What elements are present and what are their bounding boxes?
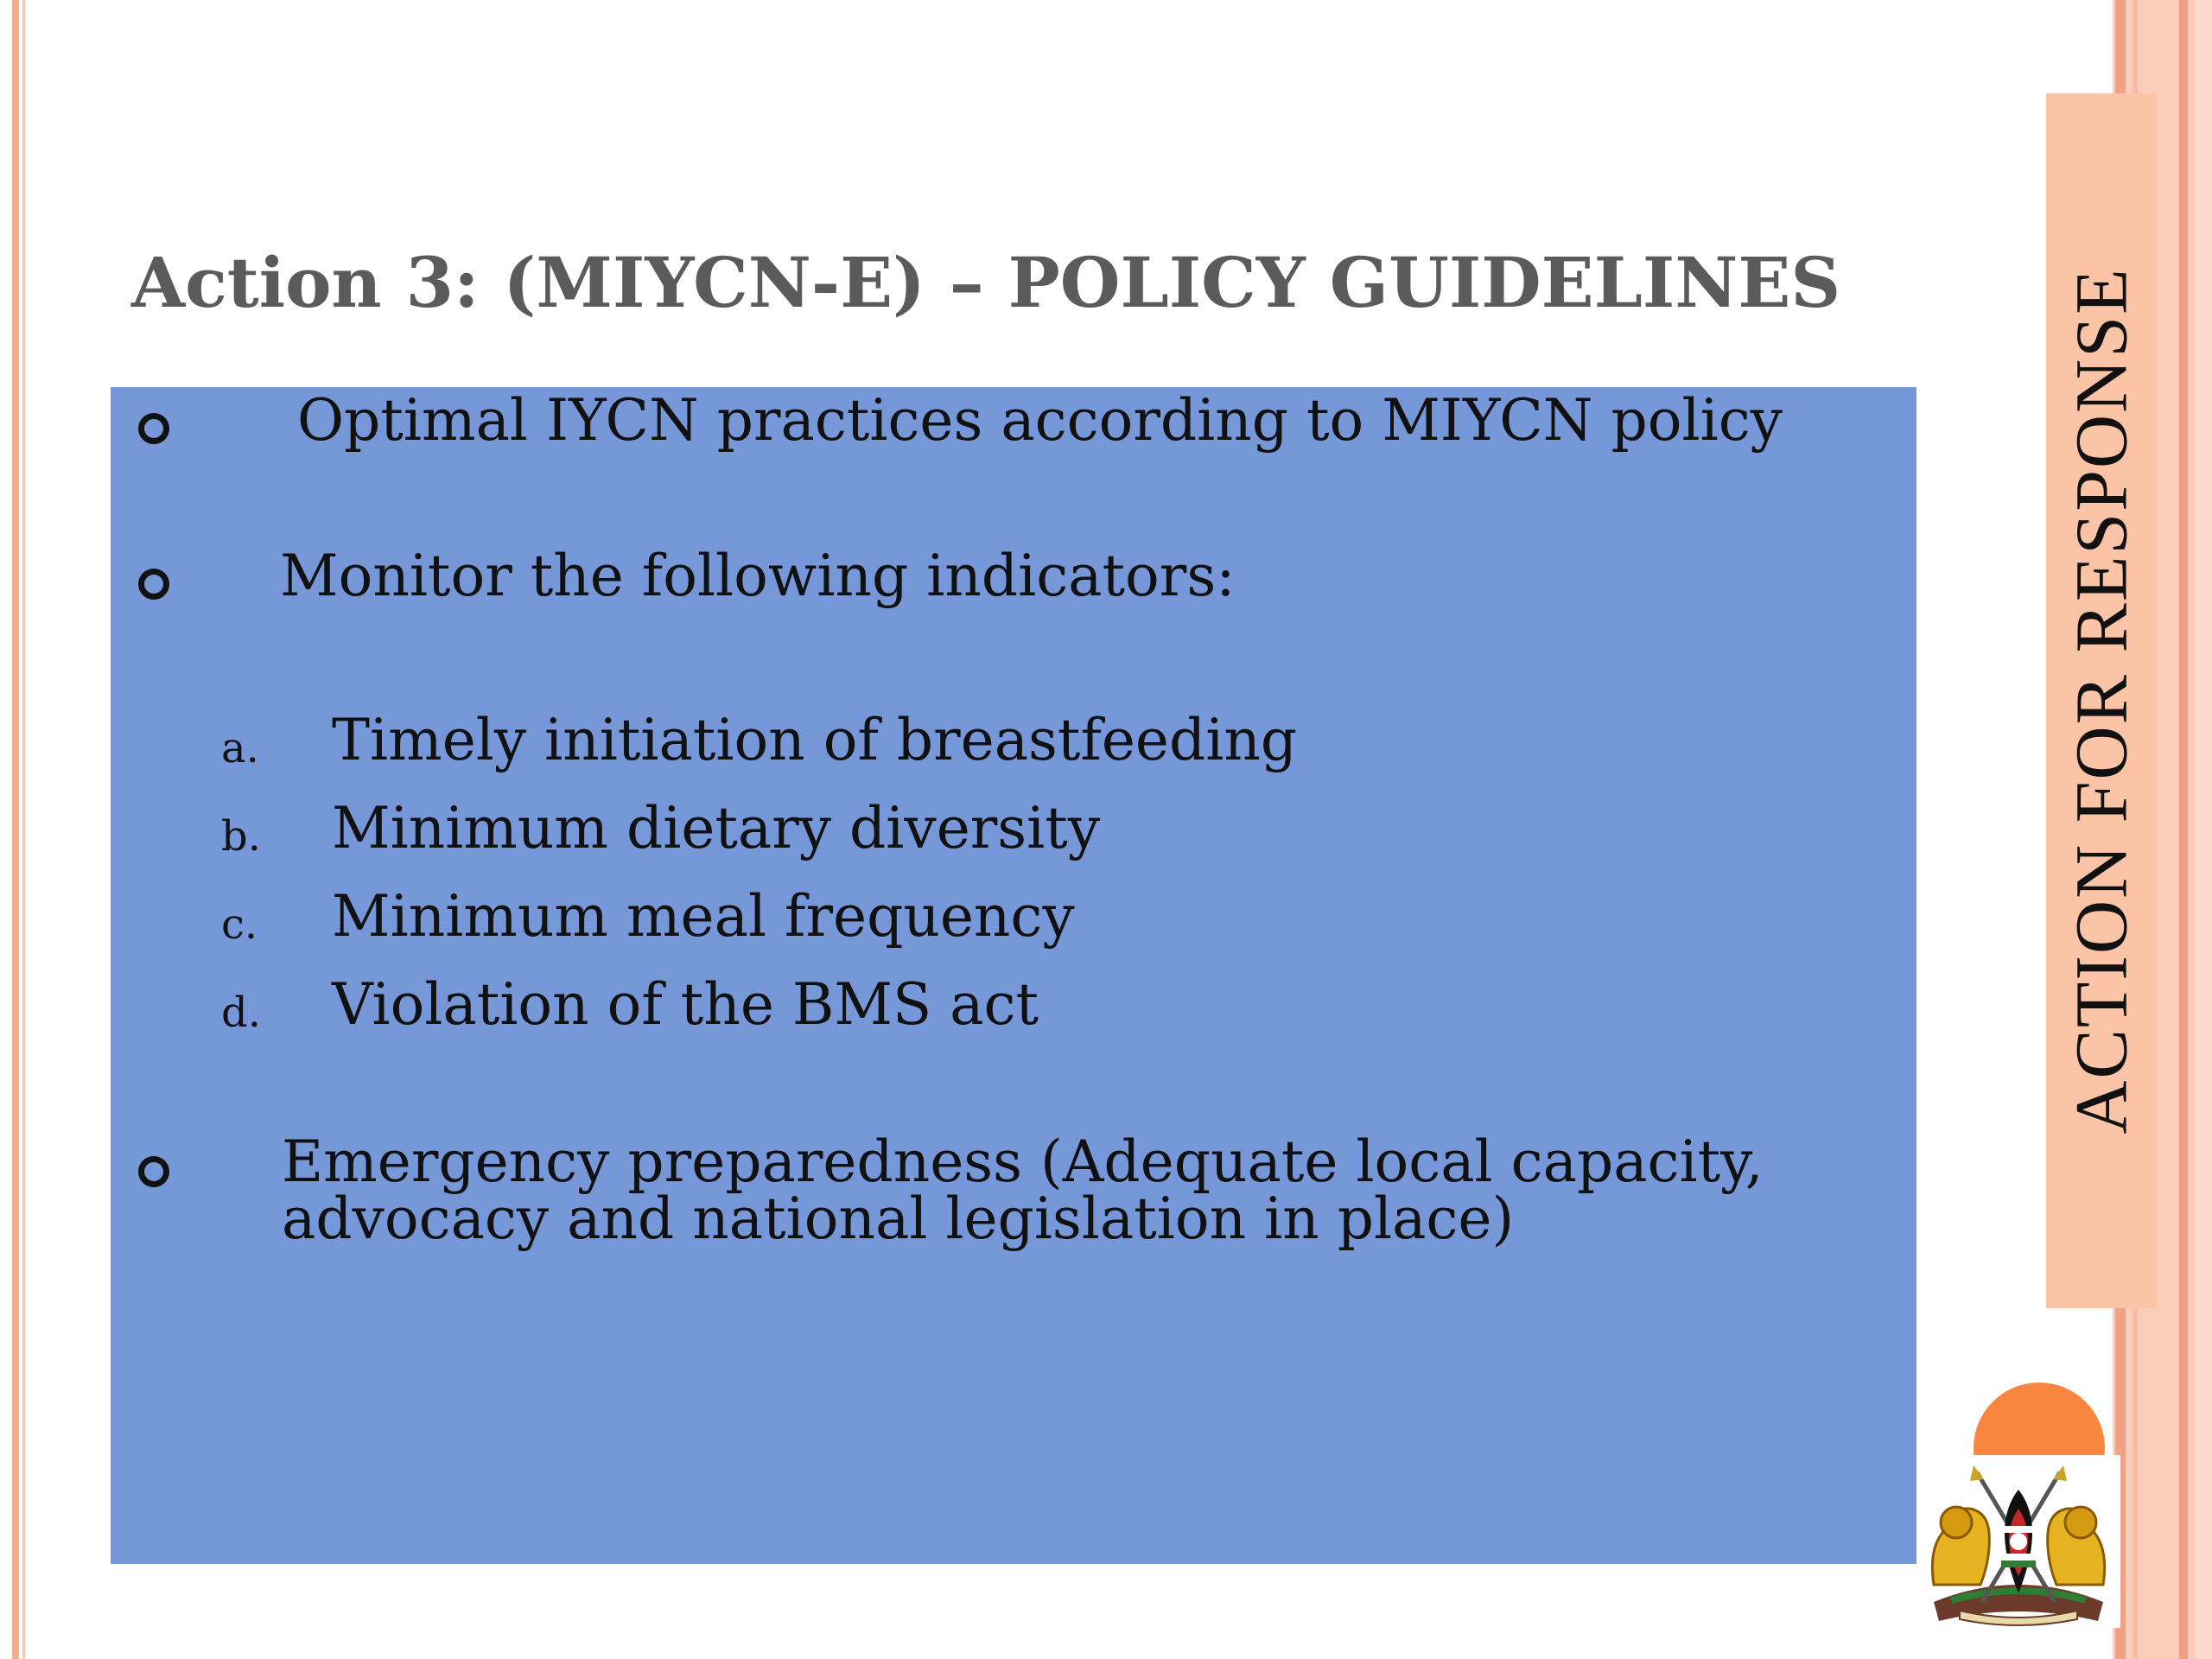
- list-marker: b.: [221, 812, 261, 861]
- left-border-stripe: [12, 0, 19, 1659]
- side-label-wrapper: [2046, 93, 2157, 1308]
- emblem-container: [1916, 1455, 2120, 1628]
- list-item: Minimum meal frequency: [332, 883, 1075, 950]
- list-marker: a.: [221, 724, 259, 772]
- list-item: Timely initiation of breastfeeding: [332, 707, 1298, 773]
- bullet-text-line1: Emergency preparedness (Adequate local capacity,: [282, 1128, 1764, 1195]
- bullet-icon: [138, 413, 169, 444]
- list-marker: c.: [221, 900, 258, 949]
- list-marker: d.: [221, 988, 261, 1037]
- kenya-coat-of-arms-icon: [1916, 1455, 2120, 1628]
- list-item: Minimum dietary diversity: [332, 795, 1101, 861]
- right-border-stripe: [2179, 0, 2188, 1659]
- list-item: Violation of the BMS act: [332, 971, 1039, 1038]
- side-label: ACTION FOR RESPONSE: [2060, 267, 2143, 1135]
- bullet-icon: [138, 569, 169, 600]
- left-border-stripe-thin: [22, 0, 25, 1659]
- bullet-icon: [138, 1156, 169, 1187]
- bullet-text: Optimal IYCN practices according to MIYCN policy: [297, 387, 1783, 454]
- bullet-text-line2: advocacy and national legislation in place): [282, 1185, 1515, 1252]
- bullet-text: Monitor the following indicators:: [280, 543, 1236, 609]
- right-border-stripe-light: [2195, 0, 2212, 1659]
- slide-title: Action 3: (MIYCN-E) – POLICY GUIDELINES: [131, 242, 1841, 323]
